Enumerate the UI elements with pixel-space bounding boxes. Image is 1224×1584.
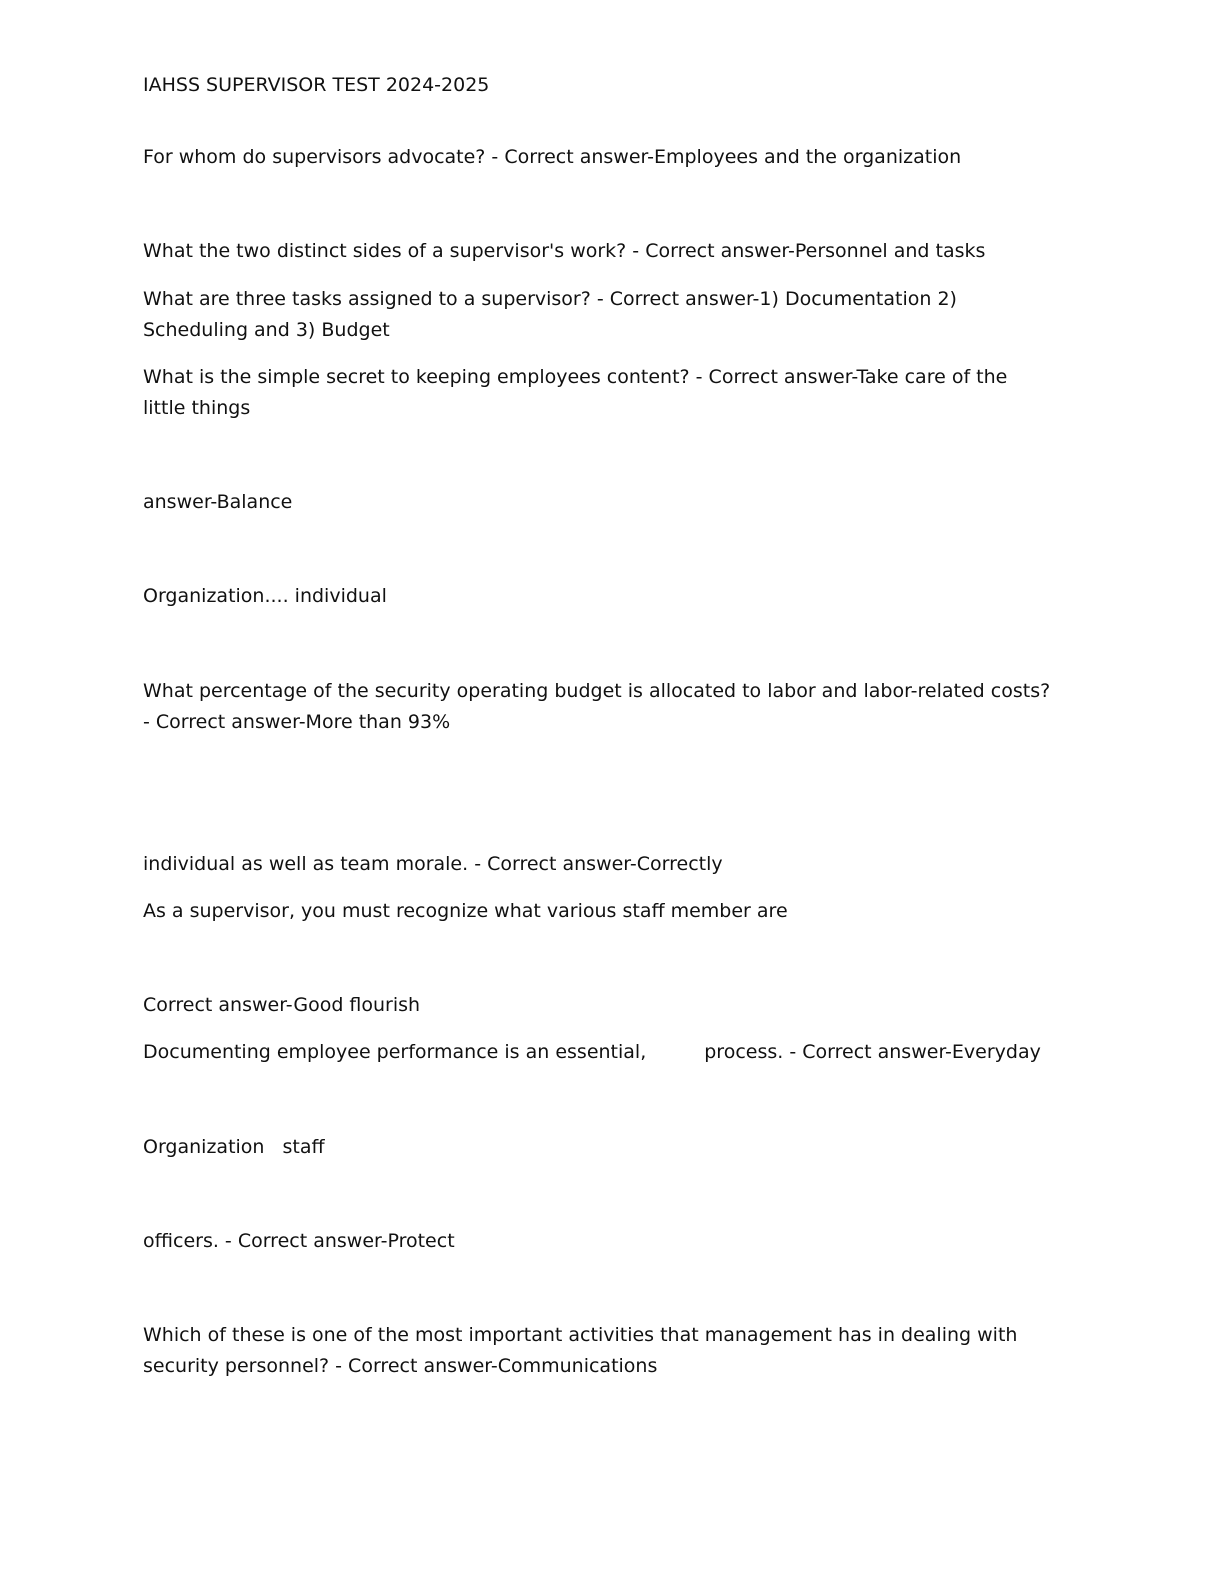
qa-line: What are three tasks assigned to a supervisor? - Correct answer-1) Documentation 2) — [143, 288, 957, 310]
qa-item — [143, 1320, 1103, 1382]
document-title: IAHSS SUPERVISOR TEST 2024-2025 — [143, 74, 490, 96]
qa-fragment-part: staff — [282, 1136, 325, 1158]
qa-fragment: Correct answer-Good flourish — [143, 994, 421, 1016]
qa-line: Which of these is one of the most important activities that management has in dealing with — [143, 1324, 1018, 1346]
qa-question-part: Documenting employee performance is an essential, — [143, 1041, 647, 1063]
qa-fragment: officers. - Correct answer-Protect — [143, 1230, 455, 1252]
qa-fragment: Organization.... individual — [143, 585, 387, 607]
qa-line: security personnel? - Correct answer-Communications — [143, 1355, 658, 1377]
qa-item — [143, 1037, 1041, 1068]
qa-line: - Correct answer-More than 93% — [143, 711, 451, 733]
qa-fragment: As a supervisor, you must recognize what various staff member are — [143, 900, 788, 922]
qa-fragment: individual as well as team morale. - Correct answer-Correctly — [143, 853, 723, 875]
qa-line: What percentage of the security operating budget is allocated to labor and labor-related costs? — [143, 680, 1051, 702]
qa-fragment — [143, 1132, 325, 1163]
qa-item: For whom do supervisors advocate? - Correct answer-Employees and the organization — [143, 146, 962, 168]
qa-answer-part: process. - Correct answer-Everyday — [704, 1041, 1041, 1063]
qa-fragment: answer-Balance — [143, 491, 293, 513]
qa-item: What the two distinct sides of a supervisor's work? - Correct answer-Personnel and tasks — [143, 240, 986, 262]
qa-item — [143, 676, 1103, 738]
qa-fragment-part: Organization — [143, 1136, 265, 1158]
qa-line: little things — [143, 397, 251, 419]
qa-item — [143, 362, 1103, 424]
qa-line: What is the simple secret to keeping employees content? - Correct answer-Take care of the — [143, 366, 1008, 388]
qa-item — [143, 284, 1103, 346]
qa-line: Scheduling and 3) Budget — [143, 319, 390, 341]
